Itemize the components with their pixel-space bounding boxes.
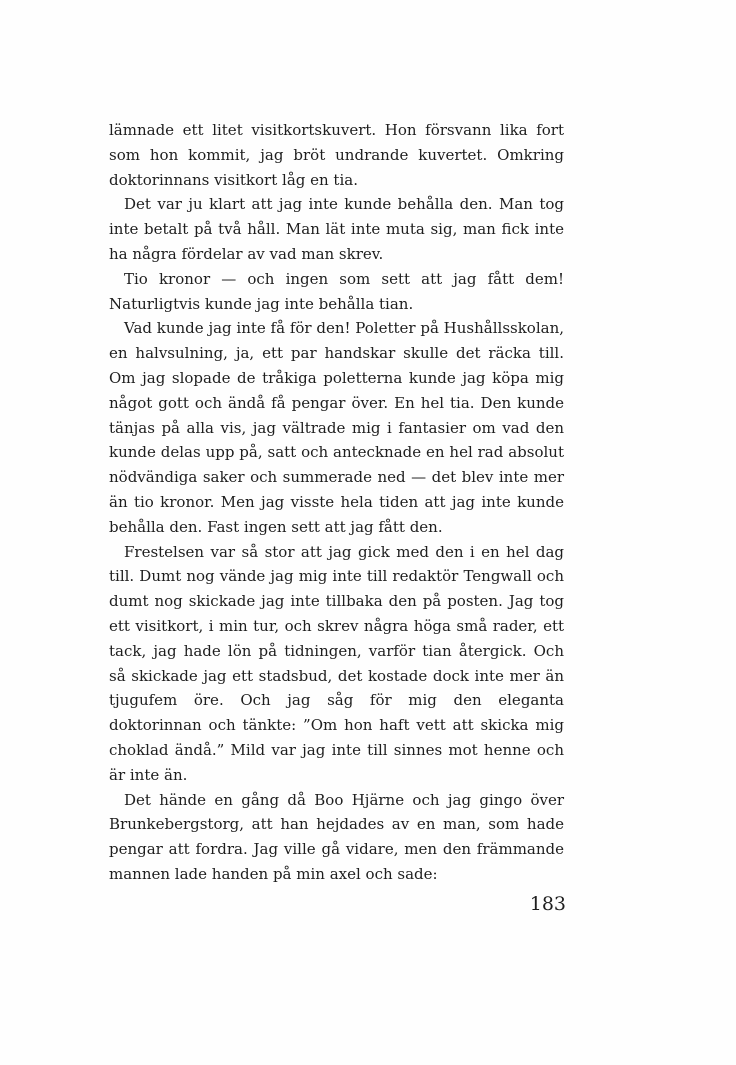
paragraph-5: Frestelsen var så stor att jag gick med den i en hel dag till. Dumt nog vände jag mig inte till redaktör Tengwall och dumt nog skickade jag inte tillbaka den på posten. Jag tog ett visitkort, i min tur, och skrev några höga små rader, ett tack, jag hade lön på tidningen, varför tian återgick. Och så skickade jag ett stadsbud, det kostade dock inte mer än tjugufem öre. Och jag såg för mig den eleganta doktorinnan och tänkte: ”Om hon haft vett att skicka mig choklad ändå.” Mild var jag inte till sinnes mot henne och är inte än. [109,542,564,784]
paragraph-3: Tio kronor — och ingen som sett att jag fått dem! Naturligtvis kunde jag inte behålla tian. [109,269,564,313]
body-text [109,118,564,887]
paragraph-6: Det hände en gång då Boo Hjärne och jag gingo över Brunkebergstorg, att han hejdades av en man, som hade pengar att fordra. Jag ville gå vidare, men den främmande mannen lade handen på min axel och sade: [109,790,564,883]
paragraph-1: lämnade ett litet visitkortskuvert. Hon försvann lika fort som hon kommit, jag bröt undrande kuvertet. Omkring doktorinnans visitkort låg en tia. [109,121,564,189]
paragraph-4: Vad kunde jag inte få för den! Poletter på Hushållsskolan, en halvsulning, ja, ett par handskar skulle det räcka till. Om jag slopade de tråkiga poletterna kunde jag köpa mig något gott och ändå få pengar över. En hel tia. Den kunde tänjas på alla vis, jag vältrade mig i fantasier om vad den kunde delas upp på, satt och antecknade en hel rad absolut nödvändiga saker och summerade ned — det blev inte mer än tio kronor. Men jag visste hela tiden att jag inte kunde behålla den. Fast ingen sett att jag fått den. [109,319,564,536]
page-number: 183 [529,893,566,915]
paragraph-2: Det var ju klart att jag inte kunde behålla den. Man tog inte betalt på två håll. Man lät inte muta sig, man fick inte ha några fördelar av vad man skrev. [109,195,564,263]
